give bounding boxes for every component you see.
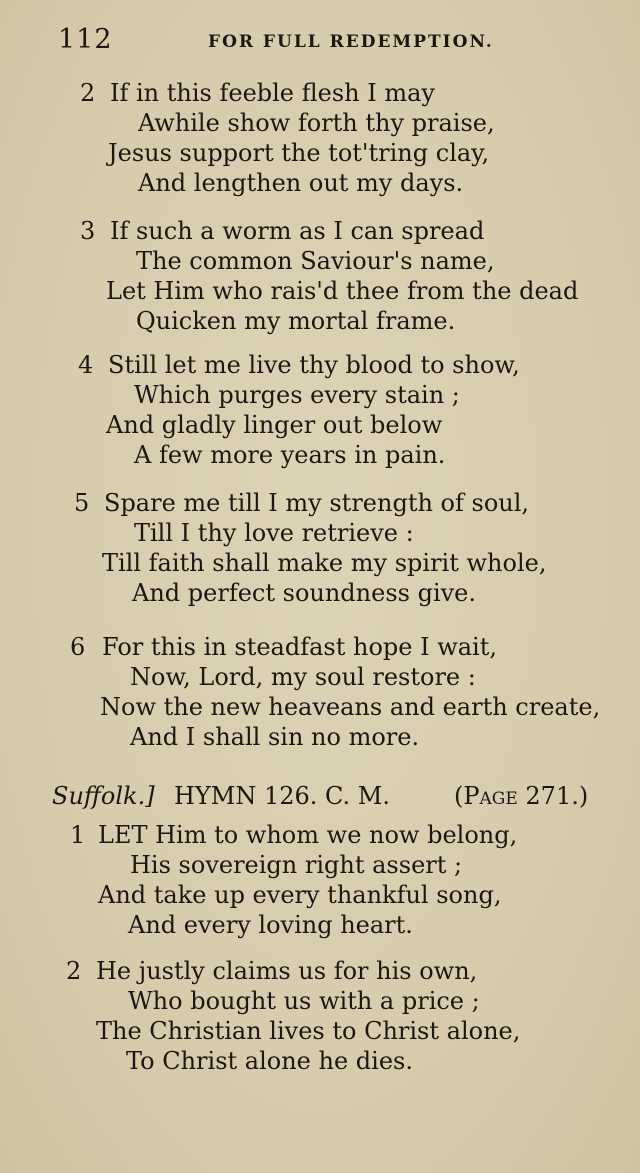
verse-line: Jesus support the tot'tring clay, [108, 139, 490, 167]
page-reference: (Page 271.) [454, 782, 589, 810]
verse-line: His sovereign right assert ; [130, 851, 463, 879]
verse-line: And take up every thankful song, [98, 881, 502, 909]
verse-line: Now the new heaveans and earth create, [100, 693, 601, 721]
verse-line: And lengthen out my days. [138, 169, 464, 197]
verse-number: 4 [78, 351, 94, 379]
verse-line: Now, Lord, my soul restore : [130, 663, 476, 691]
verse-line: And every loving heart. [128, 911, 413, 939]
verse-line: He justly claims us for his own, [96, 957, 478, 985]
verse-line: And perfect soundness give. [132, 579, 477, 607]
verse-line: Still let me live thy blood to show, [108, 351, 520, 379]
verse-line: Quicken my mortal frame. [136, 307, 456, 335]
verse-line: A few more years in pain. [134, 441, 446, 469]
hymn-title: HYMN 126. C. M. [174, 782, 391, 810]
verse-line: And gladly linger out below [106, 411, 443, 439]
verse-number: 2 [66, 957, 82, 985]
verse-line: Till I thy love retrieve : [134, 519, 414, 547]
hymn-heading [52, 780, 622, 812]
verse-line: To Christ alone he dies. [126, 1047, 413, 1075]
verse-line: Spare me till I my strength of soul, [104, 489, 530, 517]
verse-line: The Christian lives to Christ alone, [96, 1017, 521, 1045]
verse-number: 3 [80, 217, 96, 245]
verse-line: Till faith shall make my spirit whole, [102, 549, 547, 577]
verse-number: 5 [74, 489, 90, 517]
verse-line: Who bought us with a price ; [128, 987, 480, 1015]
verse-number: 6 [70, 633, 86, 661]
verse-line: Which purges every stain ; [134, 381, 460, 409]
running-head: FOR FULL REDEMPTION. [208, 32, 494, 52]
verse-line: If such a worm as I can spread [110, 217, 485, 245]
verse-number: 1 [70, 821, 86, 849]
verse-line: The common Saviour's name, [136, 247, 495, 275]
verse-line: And I shall sin no more. [130, 723, 420, 751]
verse-line: LET Him to whom we now belong, [98, 821, 518, 849]
page-header [58, 24, 540, 60]
verse-number: 2 [80, 79, 96, 107]
verse-line: If in this feeble flesh I may [110, 79, 435, 107]
page-number: 112 [58, 24, 113, 55]
verse-line: Awhile show forth thy praise, [138, 109, 495, 137]
tune-name: Suffolk.] [52, 782, 155, 810]
verse-line: Let Him who rais'd thee from the dead [106, 277, 579, 305]
verse-line: For this in steadfast hope I wait, [102, 633, 498, 661]
